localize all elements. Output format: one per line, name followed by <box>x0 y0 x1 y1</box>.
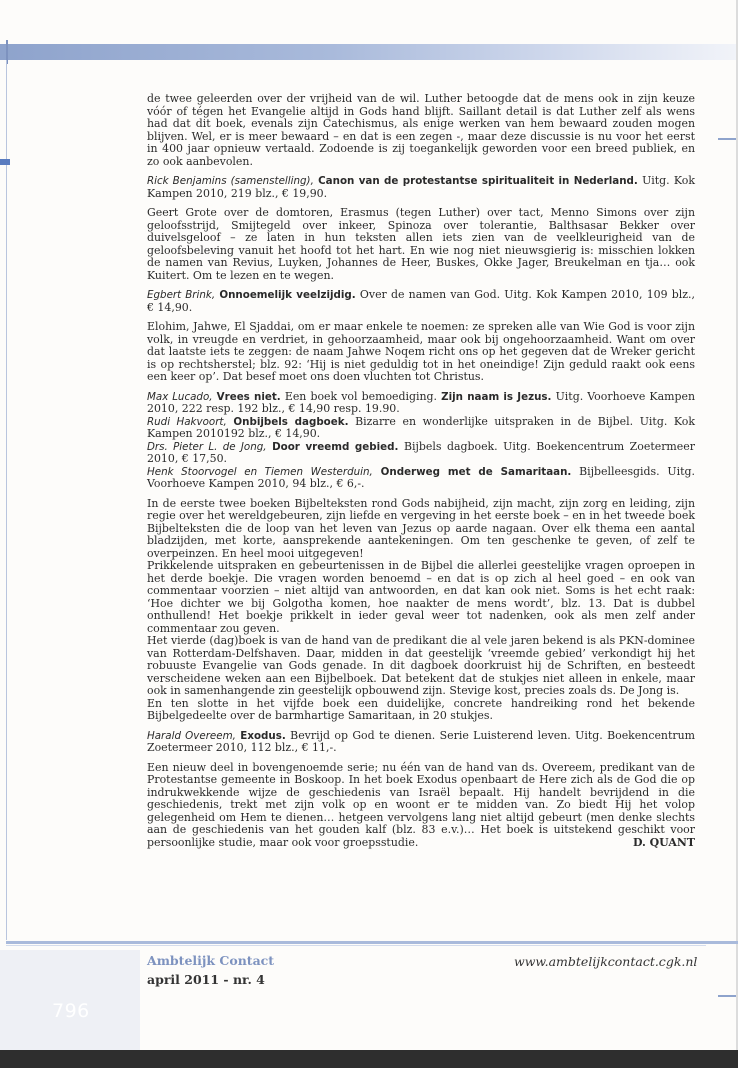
magazine-url[interactable]: www.ambtelijkcontact.cgk.nl <box>514 954 698 969</box>
left-margin-rule <box>6 60 7 940</box>
book-reference <box>147 391 695 416</box>
book-details: Uitg. Voorhoeve Kampen 2010, 222 resp. 192 blz., € 14,90 resp. 19.90. <box>147 389 696 415</box>
paragraph: de twee geleerden over der vrijheid van de wil. Luther betoogde dat de mens ook in zijn keuze vóór of tégen het Evangelie altijd in Gods hand blijft. Saillant detail is dat Luther zelf als wens had dat dit boek, evenals zijn Catechismus, als enige werken van hem bewaard zouden mogen blijven. Wel, er is meer bewaard – en dat is een zegen -, maar deze discussie is nu voor het eerst in 400 jaar opnieuw vertaald. Zodoende is zij toegankelijk geworden voor een breed publiek, en zo ook aanbevolen. <box>147 92 695 168</box>
book-details: Bijbelleesgids. Uitg. Voorhoeve Kampen 2010, 94 blz., € 6,-. <box>147 464 696 490</box>
magazine-title: Ambtelijk Contact <box>147 953 275 968</box>
header-band <box>0 44 738 60</box>
book-reference <box>147 289 695 314</box>
book-title: Exodus. <box>240 729 286 742</box>
book-title: Onnoemelijk veelzijdig. <box>219 289 356 301</box>
author-signature: D. QUANT <box>632 835 695 849</box>
footer-rule-thin <box>6 945 706 946</box>
book-author: Rick Benjamins (samenstelling), <box>147 175 314 187</box>
magazine-issue: april 2011 - nr. 4 <box>147 972 265 987</box>
book-title: Canon van de protestantse spiritualiteit in Nederland. <box>318 175 638 187</box>
paragraph: Elohim, Jahwe, El Sjaddai, om er maar enkele te noemen: ze spreken alle van Wie God is voor zijn volk, in vreugde en verdriet, in gehoorzaamheid, maar ook bij ongehoorzaamheid. Want om over dat laatste iets te zeggen: de naam Jahwe Noqem richt ons op het gegeven dat de Wreker gericht is op rechtsherstel; blz. 92: ‘Hij is niet geduldig tot in het oneindige! Zijn geduld raakt ook eens een keer op’. Dat besef moet ons doen vluchten tot Christus. <box>147 320 695 383</box>
book-author: Max Lucado, <box>147 390 213 403</box>
paragraph: In de eerste twee boeken Bijbelteksten rond Gods nabijheid, zijn macht, zijn zorg en leiding, zijn regie over het wereldgebeuren, zijn liefde en vergeving in het eerste boek – en in het tweede boek Bijbelteksten die de loop van het leven van Jezus op aarde nagaan. Over elk thema een aantal bladzijden, met korte, aansprekende aantekeningen. Om ten geschenke te geven, of zelf te overpeinzen. En heel mooi uitgegeven! <box>147 496 695 560</box>
book-author: Rudi Hakvoort, <box>147 415 227 428</box>
paragraph: En ten slotte in het vijfde boek een duidelijke, concrete handreiking rond het bekende Bijbelgedeelte over de barmhartige Samaritaan, in 20 stukjes. <box>147 696 695 722</box>
book-reference <box>147 416 695 441</box>
book-reference <box>147 730 695 755</box>
book-title-second: Zijn naam is Jezus. <box>441 390 552 403</box>
article-body <box>147 93 695 849</box>
footer-rule <box>6 941 738 944</box>
book-reference <box>147 466 695 491</box>
book-reference <box>147 441 695 466</box>
book-title: Onderweg met de Samaritaan. <box>380 465 572 478</box>
book-title: Door vreemd gebied. <box>272 440 399 453</box>
book-title: Onbijbels dagboek. <box>233 415 349 428</box>
book-details: Bizarre en wonderlijke uitspraken in de Bijbel. Uitg. Kok Kampen 2010192 blz., € 14,90. <box>147 414 696 440</box>
book-details: Over de namen van God. Uitg. Kok Kampen 2010, 109 blz., € 14,90. <box>147 288 695 314</box>
book-reference <box>147 175 695 200</box>
left-margin-marker <box>0 159 10 165</box>
paragraph <box>147 762 695 850</box>
paragraph-text: Een nieuw deel in bovengenoemde serie; nu één van de hand van ds. Overeem, predikant van de Protestantse gemeente in Boskoop. In het boek Exodus openbaart de Here zich als de God die op indrukwekkende wijze de geschiedenis van Israël bepaalt. Hij handelt bevrijdend in die geschiedenis, trekt met zijn volk op en woont er te midden van. Zo biedt Hij het volop gelegenheid om Hem te dienen… hetgeen vervolgens lang niet altijd gebeurt (men denke slechts aan de geschiedenis van het gouden kalf (blz. 83 e.v.)… Het boek is uitstekend geschikt voor persoonlijke studie, maar ook voor groepsstudie. <box>147 760 695 849</box>
book-details: Een boek vol bemoediging. <box>280 389 442 403</box>
right-margin-marker-bottom <box>718 995 738 997</box>
paragraph: Geert Grote over de domtoren, Erasmus (tegen Luther) over tact, Menno Simons over zijn geloofsstrijd, Smijtegeld over inkeer, Spinoza over tolerantie, Balthsasar Bekker over duivelsgeloof – ze laten in hun teksten allen iets zien van de veelkleurigheid van de geloofsbeleving vanuit het hoofd tot het hart. En wie nog niet nieuwsgierig is: misschien lokken de namen van Revius, Luyken, Johannes de Heer, Buskes, Okke Jager, Breukelman en tja… ook Kuitert. Om te lezen en te wegen. <box>147 206 695 282</box>
scan-bottom-edge <box>0 1050 738 1068</box>
paragraph: Prikkelende uitspraken en gebeurtenissen in de Bijbel die allerlei geestelijke vragen oproepen in het derde boekje. Die vragen worden benoemd – en dat is op zich al heel goed – en ook van commentaar voorzien – niet altijd van antwoorden, en dat kan ook niet. Soms is het echt raak: ‘Hoe dichter we bij Golgotha komen, hoe naakter de mens wordt’, blz. 13. Dat is dubbel onthullend! Het boekje prikkelt in ieder geval weer tot nadenken, ook als men zelf ander commentaar zou geven. <box>147 559 695 635</box>
book-details: Bijbels dagboek. Uitg. Boekencentrum Zoetermeer 2010, € 17,50. <box>147 439 695 465</box>
book-details: Uitg. Kok Kampen 2010, 219 blz., € 19,90. <box>147 174 695 200</box>
book-author: Egbert Brink, <box>147 289 216 301</box>
book-author: Harald Overeem, <box>147 729 236 742</box>
paragraph: Het vierde (dag)boek is van de hand van de predikant die al vele jaren bekend is als PKN-dominee van Rotterdam-Delfshaven. Daar, midden in dat geestelijk ‘vreemde gebied’ verkondigt hij het robuuste Evangelie van Gods genade. In dit dagboek doorkruist hij de Schriften, en besteedt verscheidene weken aan een Bijbelboek. Dat betekent dat de stukjes niet alleen in enkele, maar ook in samenhangende zin geestelijk opbouwend zijn. Stevige kost, precies zoals ds. De Jong is. <box>147 634 695 697</box>
book-author: Drs. Pieter L. de Jong, <box>147 440 267 453</box>
book-details: Bevrijd op God te dienen. Serie Luisterend leven. Uitg. Boekencentrum Zoetermeer 2010, 112 blz., € 11,-. <box>147 728 695 754</box>
right-margin-marker <box>718 138 738 140</box>
page-number: 796 <box>52 1000 90 1022</box>
book-author: Henk Stoorvogel en Tiemen Westerduin, <box>147 465 373 478</box>
book-title: Vrees niet. <box>216 390 281 403</box>
